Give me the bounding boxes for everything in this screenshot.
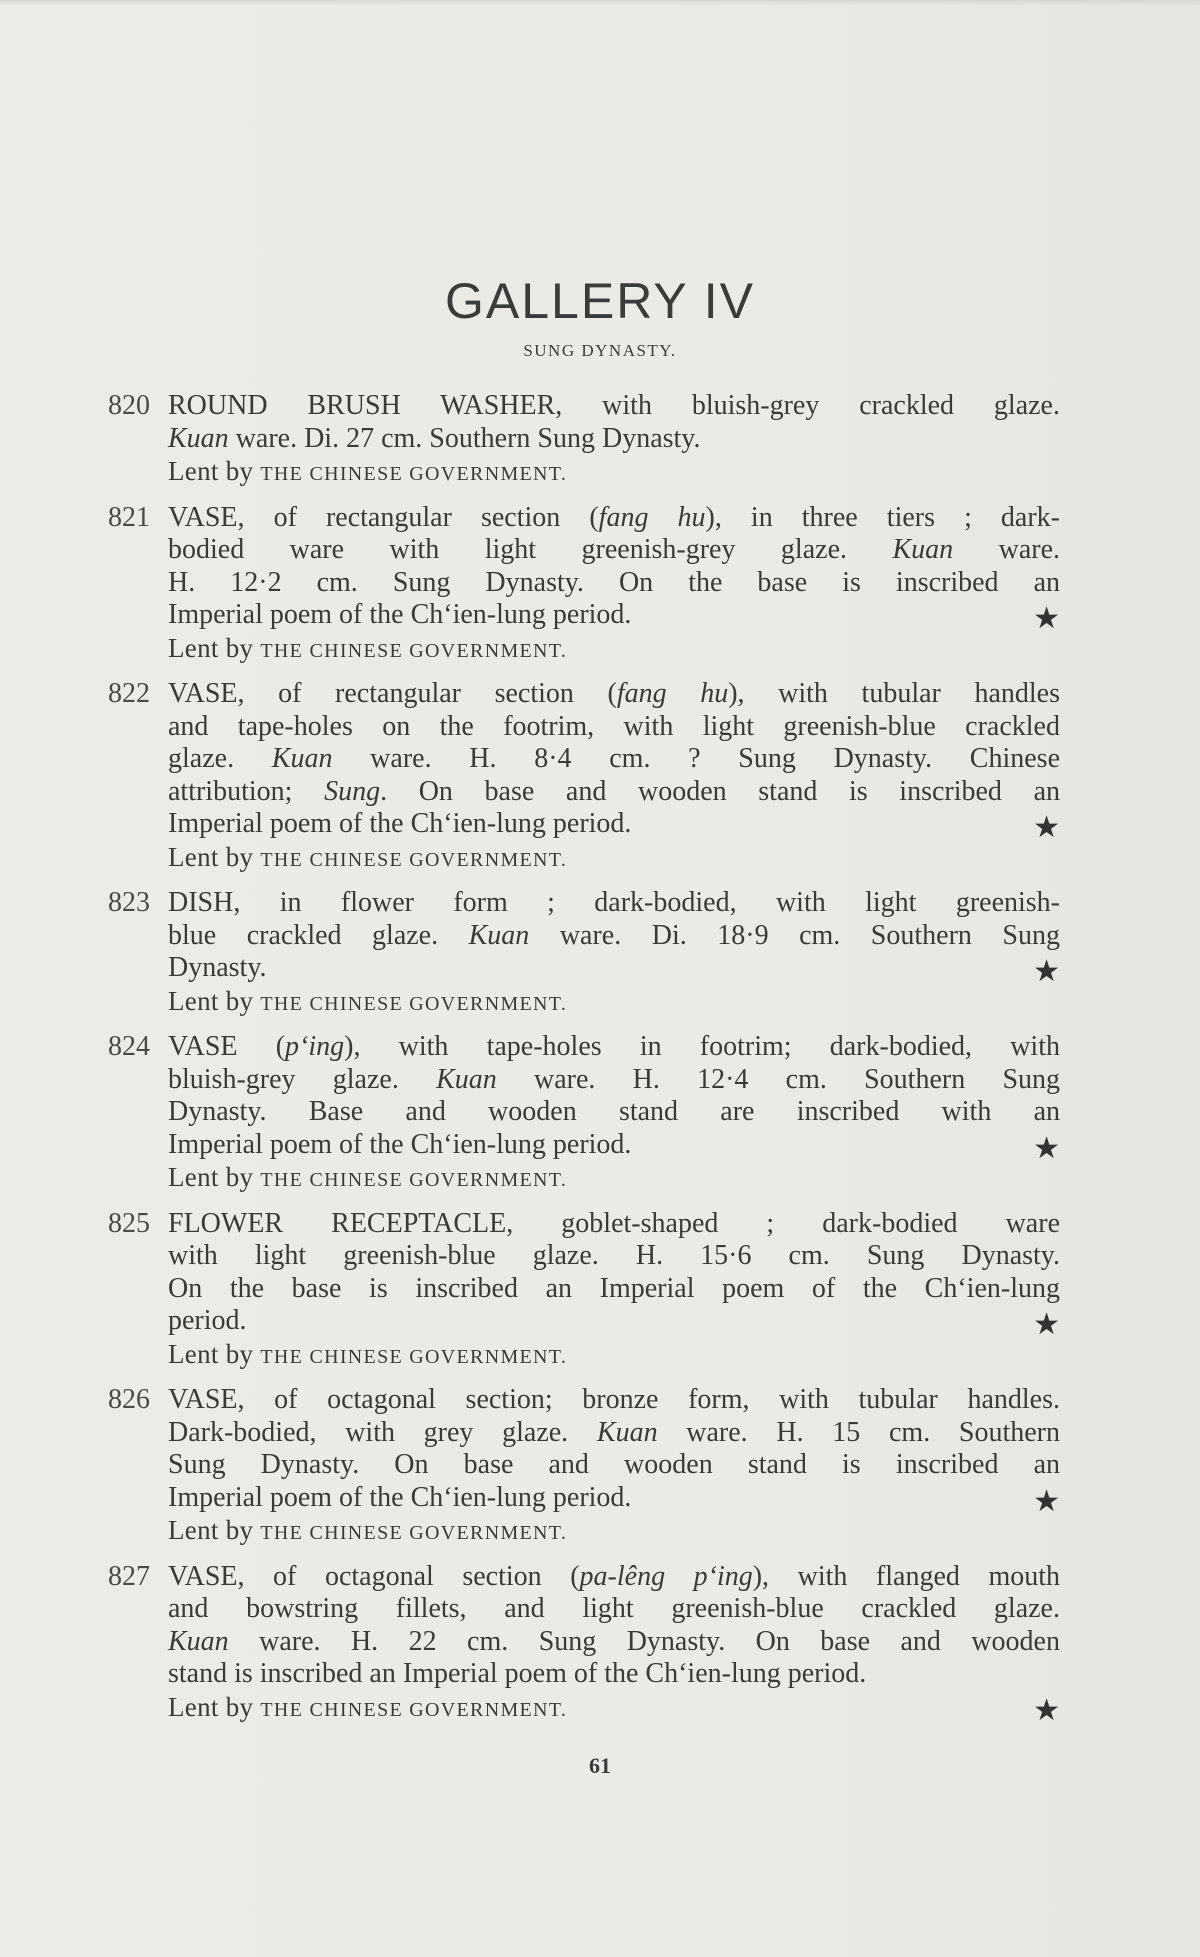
dynasty-subtitle: SUNG DYNASTY. <box>523 341 677 360</box>
entry-number: 826 <box>108 1384 150 1415</box>
entry-description-line: Imperial poem of the Ch‘ien-lung period. <box>168 599 632 630</box>
entry-description-line: Dark-bodied, with grey glaze. Kuan ware. H. 15 cm. Southern <box>168 1416 1060 1448</box>
entry-description <box>168 1384 1060 1550</box>
entry-description-line: DISH, in flower form ; dark-bodied, with light greenish- <box>168 887 1060 918</box>
entry-description-line: VASE, of rectangular section (fang hu), with tubular handles <box>168 678 1060 709</box>
lender-line <box>168 985 1060 1021</box>
entry-description-line: attribution; Sung. On base and wooden stand is inscribed an <box>168 775 1060 807</box>
lent-by-label: Lent by <box>168 1338 254 1369</box>
star-icon: ★ <box>1033 1131 1060 1165</box>
lender-line <box>168 841 1060 877</box>
entry-description-line: stand is inscribed an Imperial poem of the Ch‘ien-lung period. <box>168 1658 867 1689</box>
entry-description-line: Kuan ware. H. 22 cm. Sung Dynasty. On base and wooden <box>168 1625 1060 1657</box>
lender-line <box>168 1161 1060 1197</box>
entry-description <box>168 502 1060 668</box>
entry-description <box>168 1561 1060 1727</box>
star-icon: ★ <box>1033 955 1060 988</box>
entry-number: 820 <box>108 390 150 421</box>
entry-number: 822 <box>108 678 150 709</box>
lender-name: THE CHINESE GOVERNMENT. <box>260 1522 568 1544</box>
entry-description-line: Dynasty. Base and wooden stand are inscribed with an <box>168 1096 1060 1127</box>
star-icon: ★ <box>1033 1693 1060 1727</box>
entry-description-line: Imperial poem of the Ch‘ien-lung period. <box>168 1481 632 1513</box>
star-icon: ★ <box>1033 1308 1060 1341</box>
lent-by-label: Lent by <box>168 632 254 663</box>
catalogue-entry <box>0 678 1200 876</box>
entry-description <box>168 390 1060 491</box>
entry-description <box>168 887 1060 1020</box>
entry-description-line: Imperial poem of the Ch‘ien-lung period. <box>168 808 632 839</box>
catalogue-entry <box>0 1561 1200 1727</box>
entry-description-line: VASE, of octagonal section (pa-lêng p‘ing), with flanged mouth <box>168 1560 1060 1592</box>
entry-description-line: Imperial poem of the Ch‘ien-lung period. <box>168 1128 632 1160</box>
catalogue-entry <box>0 1384 1200 1550</box>
page-edge-shadow <box>0 0 1200 6</box>
lender-line <box>168 455 1060 491</box>
entry-description <box>168 1208 1060 1374</box>
lender-name: THE CHINESE GOVERNMENT. <box>260 992 568 1015</box>
catalogue-entry <box>0 390 1200 491</box>
entry-description-line: Kuan ware. Di. 27 cm. Southern Sung Dynasty. <box>168 422 701 454</box>
entry-description-line: FLOWER RECEPTACLE, goblet-shaped ; dark-bodied ware <box>168 1207 1060 1239</box>
catalogue-entry <box>0 502 1200 668</box>
lender-line <box>168 1338 1060 1374</box>
catalogue-entries <box>0 390 1200 1737</box>
entry-description-line: VASE, of rectangular section (fang hu), in three tiers ; dark- <box>168 501 1061 533</box>
entry-description-line: VASE, of octagonal section; bronze form, with tubular handles. <box>168 1384 1060 1415</box>
lent-by-label: Lent by <box>168 1691 254 1722</box>
entry-description-line: H. 12·2 cm. Sung Dynasty. On the base is inscribed an <box>168 566 1060 598</box>
entry-description-line: and tape-holes on the footrim, with light greenish-blue crackled <box>168 710 1060 742</box>
lender-name: THE CHINESE GOVERNMENT. <box>260 1698 568 1721</box>
entry-description-line: with light greenish-blue glaze. H. 15·6 cm. Sung Dynasty. <box>168 1240 1060 1271</box>
entry-description-line: bodied ware with light greenish-grey glaze. Kuan ware. <box>168 534 1060 565</box>
catalogue-entry <box>0 887 1200 1020</box>
entry-number: 824 <box>108 1031 150 1062</box>
entry-description-line: blue crackled glaze. Kuan ware. Di. 18·9 cm. Southern Sung <box>168 919 1060 951</box>
entry-description-line: glaze. Kuan ware. H. 8·4 cm. ? Sung Dynasty. Chinese <box>168 743 1061 774</box>
entry-number: 827 <box>108 1560 150 1592</box>
gallery-title: GALLERY IV <box>445 272 755 329</box>
entry-description-line: VASE (p‘ing), with tape-holes in footrim; dark-bodied, with <box>168 1031 1060 1062</box>
entry-number: 821 <box>108 501 150 533</box>
lent-by-label: Lent by <box>168 985 254 1016</box>
star-icon: ★ <box>1033 1484 1060 1518</box>
lender-name: THE CHINESE GOVERNMENT. <box>260 463 568 485</box>
lent-by-label: Lent by <box>168 456 254 486</box>
entry-description-line: and bowstring fillets, and light greenish-blue crackled glaze. <box>168 1593 1060 1624</box>
page-number: 61 <box>589 1753 611 1778</box>
star-icon: ★ <box>1033 602 1060 635</box>
entry-number: 823 <box>108 887 150 918</box>
lender-line <box>168 632 1060 668</box>
lender-name: THE CHINESE GOVERNMENT. <box>260 1169 568 1191</box>
entry-description-line: ROUND BRUSH WASHER, with bluish-grey crackled glaze. <box>168 390 1060 421</box>
entry-description-line: On the base is inscribed an Imperial poem of the Ch‘ien-lung <box>168 1272 1060 1304</box>
catalogue-entry <box>0 1208 1200 1374</box>
entry-description <box>168 678 1060 876</box>
catalogue-entry <box>0 1031 1200 1197</box>
lender-name: THE CHINESE GOVERNMENT. <box>260 639 568 662</box>
lender-name: THE CHINESE GOVERNMENT. <box>260 1345 568 1368</box>
entry-description-line: bluish-grey glaze. Kuan ware. H. 12·4 cm. Southern Sung <box>168 1063 1061 1095</box>
entry-description <box>168 1031 1060 1197</box>
entry-description-line: period. <box>168 1305 247 1336</box>
entry-description-line: Sung Dynasty. On base and wooden stand is inscribed an <box>168 1449 1060 1480</box>
lender-line <box>168 1691 1060 1727</box>
entry-number: 825 <box>108 1207 150 1239</box>
entry-description-line: Dynasty. <box>168 952 267 983</box>
lender-name: THE CHINESE GOVERNMENT. <box>260 848 568 871</box>
lent-by-label: Lent by <box>168 1162 254 1192</box>
lent-by-label: Lent by <box>168 1515 254 1545</box>
star-icon: ★ <box>1033 811 1060 844</box>
lender-line <box>168 1514 1060 1550</box>
lent-by-label: Lent by <box>168 841 254 872</box>
